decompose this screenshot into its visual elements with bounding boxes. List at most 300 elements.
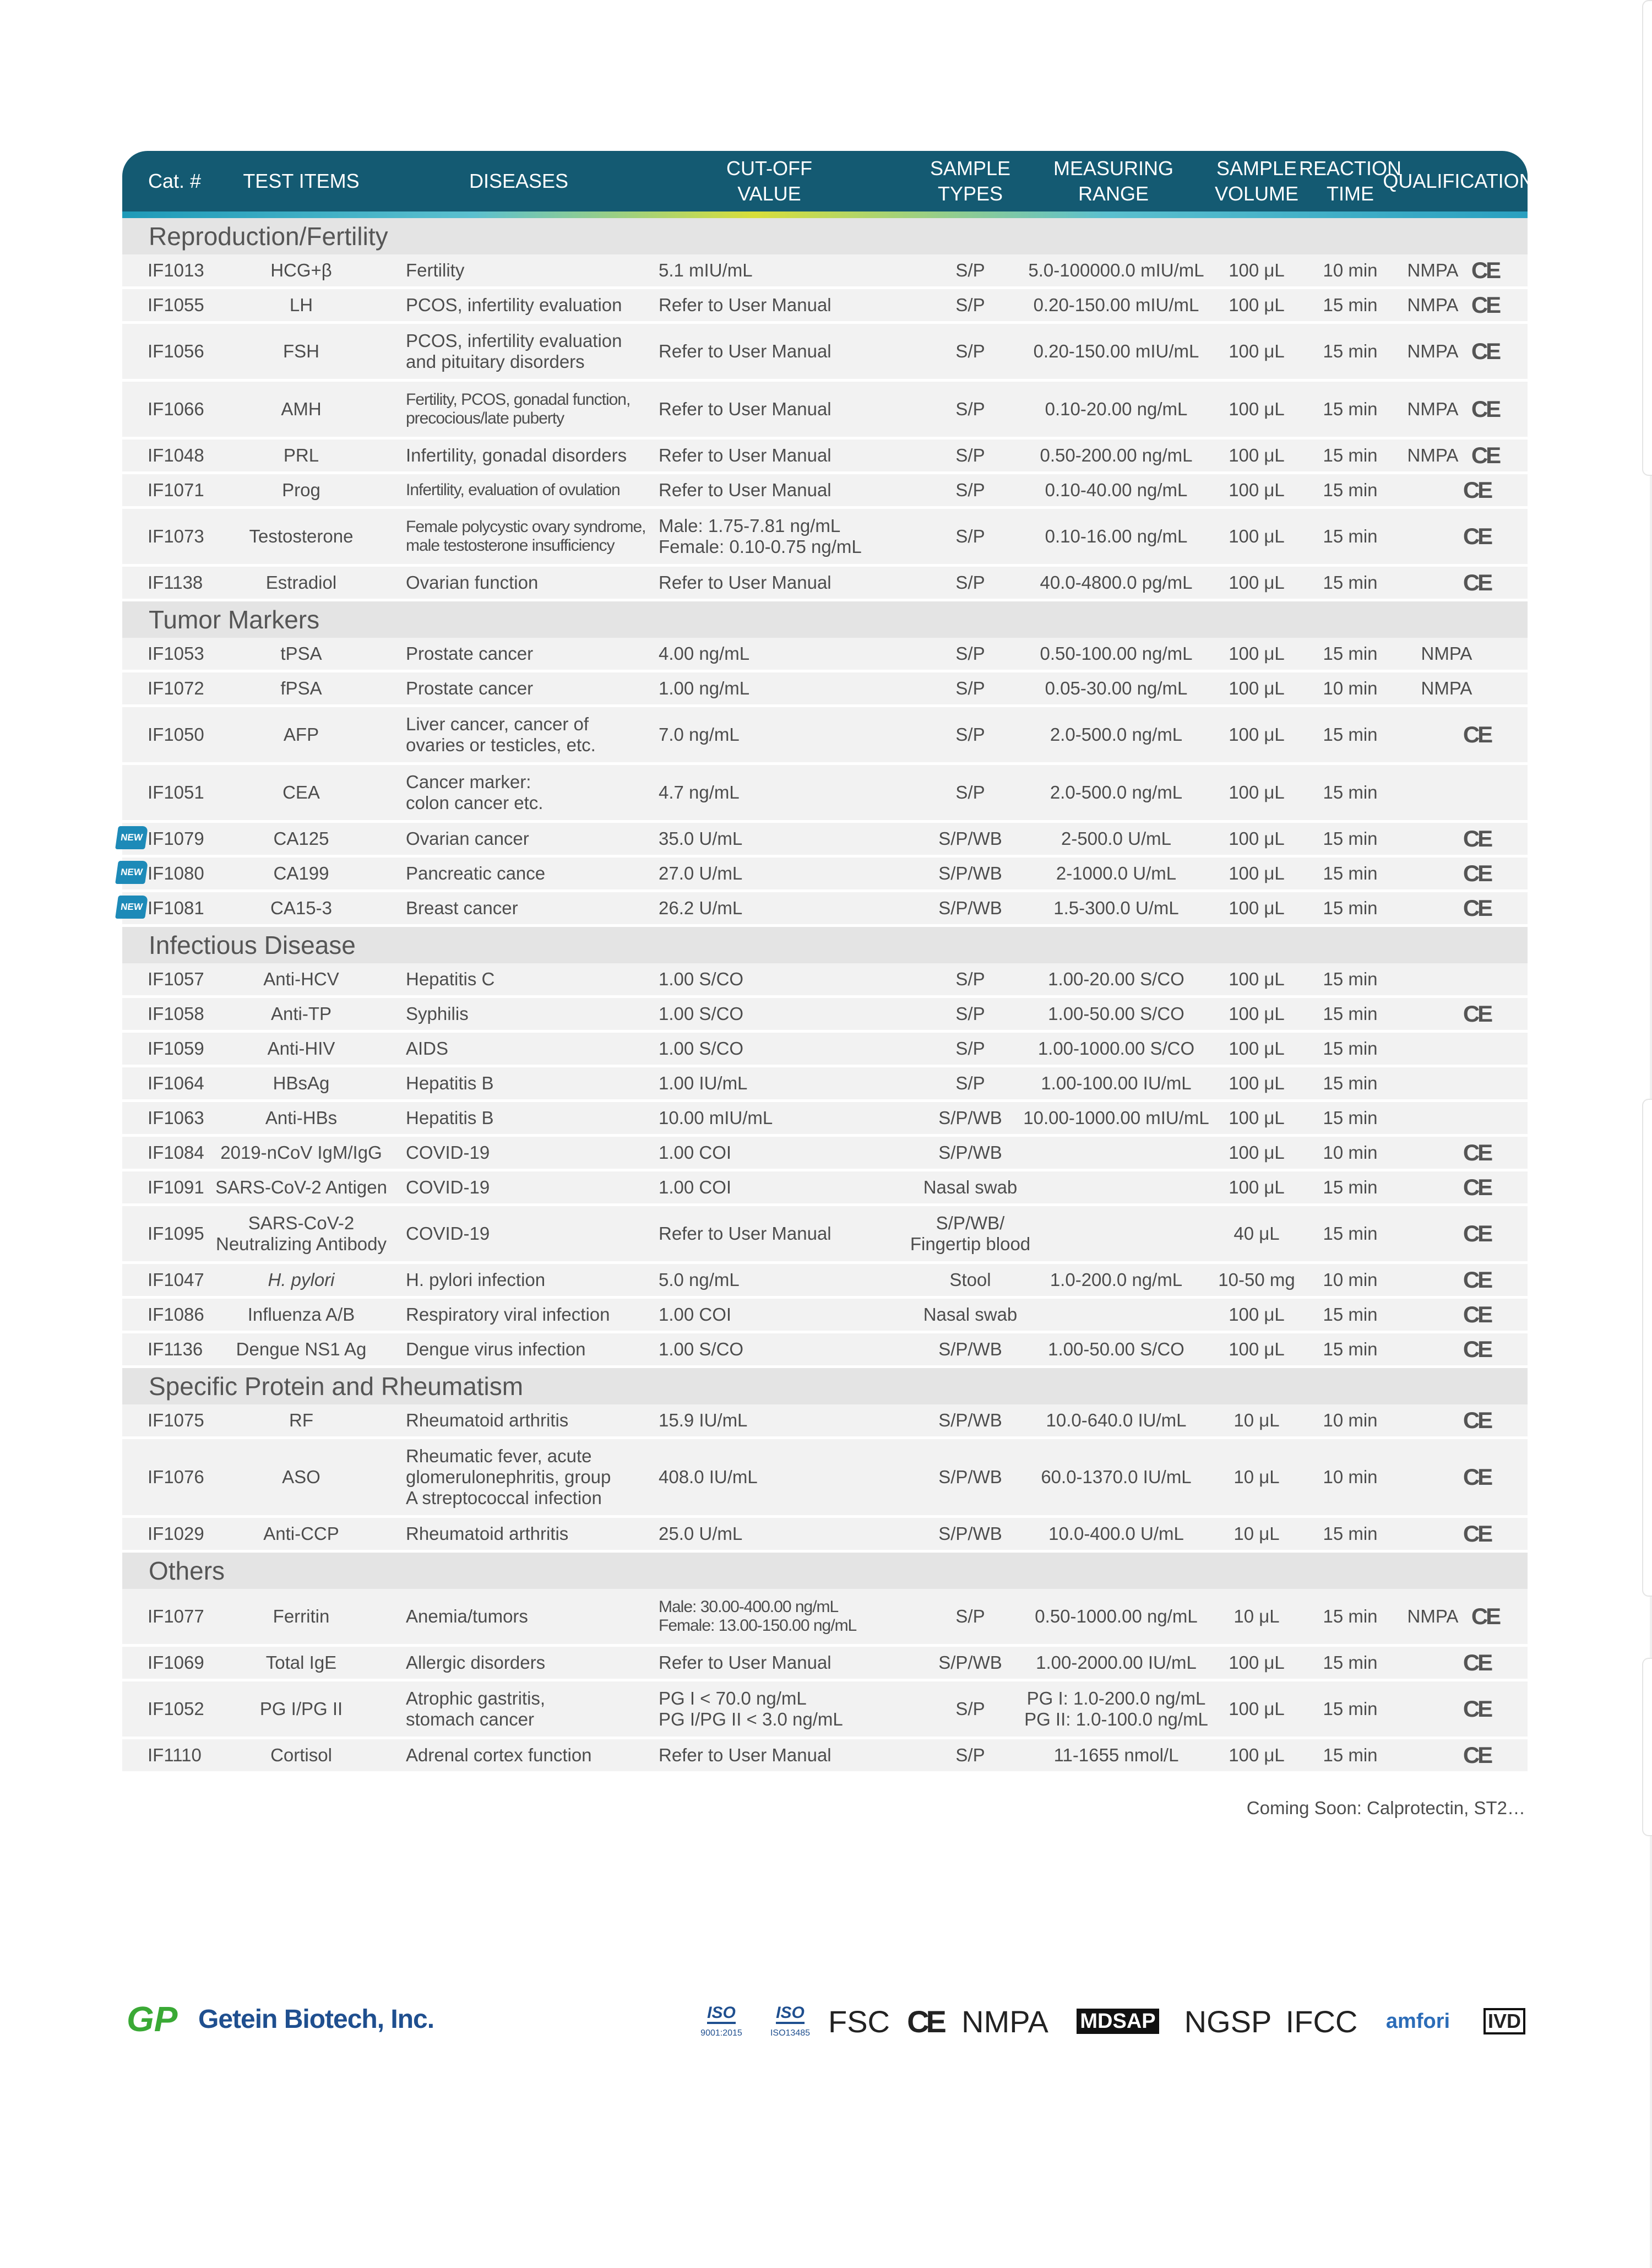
sample-volume: 100 μL	[1229, 260, 1285, 280]
ce-mark-icon: CE	[1471, 338, 1499, 364]
cutoff-value: Refer to User Manual	[659, 480, 832, 500]
cat-number: IF1076	[148, 1467, 204, 1487]
cat-number: IF1072	[148, 678, 204, 698]
measuring-range: 5.0-100000.0 mIU/mL	[1028, 260, 1204, 280]
measuring-range: 2-500.0 U/mL	[1061, 828, 1171, 849]
sample-volume: 100 μL	[1229, 1073, 1285, 1093]
reaction-time: 15 min	[1323, 1108, 1378, 1128]
disease: Hepatitis B	[406, 1108, 494, 1128]
sample-type: S/P	[955, 1699, 985, 1719]
sample-type: S/P/WB	[938, 1108, 1002, 1128]
test-item: PG I/PG II	[259, 1699, 343, 1719]
cutoff-value: Refer to User Manual	[659, 341, 832, 361]
sample-type: S/P	[955, 1073, 985, 1093]
table-row	[122, 1404, 1528, 1439]
cutoff-value: 35.0 U/mL	[659, 828, 743, 849]
disease: Ovarian function	[406, 572, 539, 593]
measuring-range: 1.00-2000.00 IU/mL	[1036, 1652, 1197, 1673]
disease: Hepatitis B	[406, 1073, 494, 1093]
sample-volume: 100 μL	[1229, 1745, 1285, 1765]
reaction-time: 15 min	[1323, 341, 1378, 361]
cat-number: IF1079	[148, 828, 204, 849]
ce-mark-icon: CE	[1463, 1140, 1491, 1165]
sample-volume: 100 μL	[1229, 1652, 1285, 1673]
nmpa-label: NMPA	[1407, 260, 1459, 280]
sample-type: S/P	[955, 295, 985, 315]
cutoff-value: 1.00 COI	[659, 1142, 732, 1163]
measuring-range: 1.00-50.00 S/CO	[1048, 1003, 1184, 1024]
sample-type: S/P/WB	[938, 898, 1002, 918]
section-title: Specific Protein and Rheumatism	[122, 1368, 1528, 1404]
header-measuring-range: MEASURING RANGE	[1053, 157, 1174, 205]
table-row	[122, 289, 1528, 324]
measuring-range	[1009, 1171, 1224, 1203]
cutoff-value: 5.0 ng/mL	[659, 1269, 740, 1290]
sample-type: S/P	[955, 1038, 985, 1059]
test-item: Total IgE	[265, 1652, 337, 1673]
ce-mark-icon: CE	[1463, 1174, 1491, 1200]
test-item: FSH	[283, 341, 319, 361]
reaction-time: 10 min	[1323, 1467, 1378, 1487]
table-row	[119, 892, 1528, 927]
table-row	[122, 1518, 1528, 1553]
test-item: ASO	[282, 1467, 320, 1487]
sample-volume: 100 μL	[1229, 445, 1285, 465]
reaction-time: 15 min	[1323, 445, 1378, 465]
reaction-time: 15 min	[1323, 643, 1378, 664]
reaction-time: 15 min	[1323, 1177, 1378, 1197]
reaction-time: 15 min	[1323, 828, 1378, 849]
sample-volume: 100 μL	[1229, 863, 1285, 883]
cutoff-value: 1.00 S/CO	[659, 1339, 744, 1359]
cat-number: IF1013	[148, 260, 204, 280]
sample-volume: 100 μL	[1229, 1339, 1285, 1359]
header-diseases: DISEASES	[469, 170, 569, 192]
ce-mark-icon: CE	[1463, 1650, 1491, 1675]
nmpa-badge: NMPA	[961, 2004, 1048, 2039]
nmpa-label: NMPA	[1407, 341, 1459, 361]
ce-mark-icon: CE	[1463, 523, 1491, 549]
test-item: AMH	[281, 399, 322, 419]
measuring-range: 1.5-300.0 U/mL	[1053, 898, 1179, 918]
cat-number: IF1029	[148, 1523, 204, 1544]
sample-type: S/P	[955, 1745, 985, 1765]
cutoff-value: 1.00 COI	[659, 1304, 732, 1325]
disease: Allergic disorders	[406, 1652, 546, 1673]
nmpa-label: NMPA	[1421, 643, 1472, 664]
cutoff-value: Refer to User Manual	[659, 1652, 832, 1673]
cutoff-value: 1.00 S/CO	[659, 1003, 744, 1024]
ce-mark-icon: CE	[1471, 257, 1499, 283]
test-item: SARS-CoV-2 Antigen	[215, 1177, 387, 1197]
measuring-range: 0.20-150.00 mIU/mL	[1033, 295, 1199, 315]
test-item: LH	[289, 295, 313, 315]
test-item: Dengue NS1 Ag	[236, 1339, 367, 1359]
measuring-range: 0.50-200.00 ng/mL	[1040, 445, 1193, 465]
sample-type: Nasal swab	[923, 1177, 1018, 1197]
table-header	[122, 151, 1534, 211]
reaction-time: 15 min	[1323, 898, 1378, 918]
sample-volume: 100 μL	[1229, 341, 1285, 361]
reaction-time: 15 min	[1323, 969, 1378, 989]
reaction-time: 15 min	[1323, 782, 1378, 802]
disease: Syphilis	[406, 1003, 469, 1024]
sample-type: S/P	[955, 445, 985, 465]
sample-type: S/P	[955, 572, 985, 593]
cat-number: IF1110	[148, 1745, 202, 1765]
header-qualification: QUALIFICATION	[1383, 170, 1534, 192]
disease: COVID-19	[406, 1142, 490, 1163]
reaction-time: 15 min	[1323, 1223, 1378, 1244]
sample-type: S/P	[955, 480, 985, 500]
disease: Hepatitis C	[406, 969, 495, 989]
reaction-time: 10 min	[1323, 260, 1378, 280]
cat-number: IF1064	[148, 1073, 204, 1093]
sample-volume: 40 μL	[1233, 1223, 1280, 1244]
test-item: Anti-TP	[270, 1003, 332, 1024]
nmpa-label: NMPA	[1407, 1606, 1459, 1626]
measuring-range: 0.05-30.00 ng/mL	[1045, 678, 1188, 698]
measuring-range: 40.0-4800.0 pg/mL	[1040, 572, 1193, 593]
test-item: Estradiol	[265, 572, 337, 593]
cat-number: IF1059	[148, 1038, 204, 1059]
reaction-time: 15 min	[1323, 1699, 1378, 1719]
ce-mark-icon: CE	[1463, 860, 1491, 886]
ce-mark-icon: CE	[1463, 1521, 1491, 1547]
cat-number: IF1075	[148, 1410, 204, 1430]
header-sample-volume: SAMPLE VOLUME	[1214, 157, 1299, 205]
cutoff-value: Refer to User Manual	[659, 295, 832, 315]
ce-mark-icon: CE	[1463, 1001, 1491, 1027]
sample-volume: 10 μL	[1233, 1410, 1280, 1430]
measuring-range: 1.0-200.0 ng/mL	[1050, 1269, 1183, 1290]
cat-number: IF1081	[148, 898, 204, 918]
sample-volume: 10-50 mg	[1218, 1269, 1295, 1290]
sample-type: Nasal swab	[923, 1304, 1018, 1325]
sample-type: S/P/WB	[938, 1410, 1002, 1430]
test-item: Cortisol	[270, 1745, 332, 1765]
cutoff-value: Male: 1.75-7.81 ng/mL Female: 0.10-0.75 ng/mL	[659, 516, 862, 557]
cat-number: IF1095	[148, 1223, 204, 1244]
iso9001-badge: ISO 9001:2015	[700, 2004, 742, 2038]
ce-mark-icon: CE	[1463, 569, 1491, 595]
ce-mark-icon: CE	[1463, 1464, 1491, 1490]
table-row	[122, 440, 1528, 474]
reaction-time: 15 min	[1323, 1038, 1378, 1059]
sample-volume: 100 μL	[1229, 969, 1285, 989]
cutoff-value: 27.0 U/mL	[659, 863, 743, 883]
test-item: PRL	[283, 445, 319, 465]
sample-type: S/P	[955, 1003, 985, 1024]
sample-volume: 10 μL	[1233, 1606, 1280, 1626]
table-row	[119, 858, 1528, 892]
cat-number: IF1071	[148, 480, 204, 500]
test-item: Anti-HCV	[263, 969, 339, 989]
iso-icon: ISO	[776, 2004, 805, 2024]
table-row	[122, 1439, 1528, 1518]
reaction-time: 10 min	[1323, 1269, 1378, 1290]
cutoff-value: 1.00 COI	[659, 1177, 732, 1197]
table-row	[122, 1299, 1528, 1333]
sample-type: S/P	[955, 341, 985, 361]
sample-type: S/P/WB	[938, 828, 1002, 849]
measuring-range: 11-1655 nmol/L	[1053, 1745, 1179, 1765]
disease: Rheumatoid arthritis	[406, 1523, 569, 1544]
disease: Rheumatic fever, acute glomerulonephritis, group A streptococcal infection	[406, 1446, 611, 1508]
reaction-time: 15 min	[1323, 399, 1378, 419]
cutoff-value: 408.0 IU/mL	[659, 1467, 758, 1487]
company-logo	[124, 2000, 434, 2038]
header-cat: Cat. #	[148, 170, 202, 192]
sample-volume: 100 μL	[1229, 724, 1285, 745]
reaction-time: 10 min	[1323, 1410, 1378, 1430]
disease: PCOS, infertility evaluation	[406, 295, 622, 315]
table-row	[122, 382, 1528, 440]
measuring-range	[1009, 1299, 1224, 1331]
disease: Infertility, evaluation of ovulation	[406, 481, 620, 499]
table-row	[122, 1681, 1528, 1739]
sample-type: S/P	[955, 678, 985, 698]
sample-type: S/P/WB	[938, 863, 1002, 883]
sample-volume: 100 μL	[1229, 1699, 1285, 1719]
sample-volume: 100 μL	[1229, 643, 1285, 664]
sample-volume: 100 μL	[1229, 1003, 1285, 1024]
sample-type: S/P	[955, 724, 985, 745]
sample-volume: 100 μL	[1229, 898, 1285, 918]
reaction-time: 15 min	[1323, 1745, 1378, 1765]
disease: Pancreatic cance	[406, 863, 546, 883]
ce-mark-icon: CE	[1463, 1220, 1491, 1246]
sample-type: S/P/WB	[938, 1142, 1002, 1163]
table-row	[122, 1739, 1528, 1774]
cutoff-value: Refer to User Manual	[659, 445, 832, 465]
product-table	[119, 151, 1534, 1774]
ce-mark-icon: CE	[907, 2004, 943, 2039]
measuring-range: 1.00-100.00 IU/mL	[1041, 1073, 1192, 1093]
gp-logo-icon	[124, 2000, 193, 2038]
reaction-time: 15 min	[1323, 1304, 1378, 1325]
ce-mark-icon: CE	[1463, 1267, 1491, 1293]
table-row	[122, 1171, 1528, 1206]
table-row	[122, 1647, 1528, 1681]
new-badge: NEW	[115, 861, 148, 884]
table-row	[122, 1333, 1528, 1368]
disease: Female polycystic ovary syndrome, male testosterone insufficiency	[406, 518, 646, 555]
ce-mark-icon: CE	[1471, 396, 1499, 422]
table-row	[122, 1102, 1528, 1137]
disease: Atrophic gastritis, stomach cancer	[406, 1688, 546, 1729]
disease: Fertility, PCOS, gonadal function, precocious/late puberty	[406, 390, 631, 427]
reaction-time: 15 min	[1323, 1003, 1378, 1024]
cat-number: IF1073	[148, 526, 204, 546]
test-item: tPSA	[280, 643, 322, 664]
table-row	[122, 672, 1528, 707]
measuring-range: 0.10-40.00 ng/mL	[1045, 480, 1188, 500]
reaction-time: 15 min	[1323, 295, 1378, 315]
table-row	[122, 254, 1528, 289]
cutoff-value: 1.00 ng/mL	[659, 678, 750, 698]
disease: Fertility	[406, 260, 465, 280]
cat-number: IF1077	[148, 1606, 204, 1626]
sample-volume: 100 μL	[1229, 399, 1285, 419]
disease: Ovarian cancer	[406, 828, 529, 849]
table-row	[122, 963, 1528, 998]
disease: Respiratory viral infection	[406, 1304, 610, 1325]
new-badge: NEW	[115, 826, 148, 849]
measuring-range: 0.10-16.00 ng/mL	[1045, 526, 1188, 546]
nmpa-label: NMPA	[1421, 678, 1472, 698]
measuring-range: 60.0-1370.0 IU/mL	[1041, 1467, 1192, 1487]
disease: Prostate cancer	[406, 678, 534, 698]
disease: Breast cancer	[406, 898, 518, 918]
sample-type: S/P/WB	[938, 1339, 1002, 1359]
new-badge: NEW	[115, 896, 148, 919]
cat-number: IF1091	[148, 1177, 204, 1197]
sample-volume: 100 μL	[1229, 1038, 1285, 1059]
disease: COVID-19	[406, 1177, 490, 1197]
header-stripe	[122, 211, 1528, 218]
test-item: Ferritin	[273, 1606, 330, 1626]
measuring-range: 10.0-640.0 IU/mL	[1046, 1410, 1187, 1430]
cutoff-value: 1.00 IU/mL	[659, 1073, 748, 1093]
test-item: CA199	[273, 863, 329, 883]
cat-number: IF1086	[148, 1304, 204, 1325]
sample-volume: 100 μL	[1229, 1177, 1285, 1197]
sample-type: S/P	[955, 399, 985, 419]
cutoff-value: 7.0 ng/mL	[659, 724, 740, 745]
sample-type: S/P/WB/ Fingertip blood	[910, 1213, 1031, 1254]
svg-text:GP: GP	[127, 2000, 178, 2038]
test-item: Influenza A/B	[247, 1304, 355, 1325]
ce-mark-icon: CE	[1463, 1742, 1491, 1768]
disease: Rheumatoid arthritis	[406, 1410, 569, 1430]
ce-mark-icon: CE	[1463, 826, 1491, 851]
test-item: CA125	[273, 828, 329, 849]
cat-number: IF1053	[148, 643, 204, 664]
cutoff-value: Refer to User Manual	[659, 1745, 832, 1765]
cat-number: IF1047	[148, 1269, 204, 1290]
cutoff-value: 26.2 U/mL	[659, 898, 743, 918]
measuring-range: 10.00-1000.00 mIU/mL	[1023, 1108, 1209, 1128]
header-cutoff: CUT-OFF VALUE	[726, 157, 812, 205]
reaction-time: 15 min	[1323, 863, 1378, 883]
cutoff-value: 25.0 U/mL	[659, 1523, 743, 1544]
reaction-time: 15 min	[1323, 1652, 1378, 1673]
cat-number: IF1055	[148, 295, 204, 315]
reaction-time: 15 min	[1323, 1073, 1378, 1093]
measuring-range: 10.0-400.0 U/mL	[1048, 1523, 1184, 1544]
disease: COVID-19	[406, 1223, 490, 1244]
sample-type: S/P/WB	[938, 1652, 1002, 1673]
table-row	[122, 1206, 1528, 1264]
sample-volume: 10 μL	[1233, 1523, 1280, 1544]
sample-type: S/P/WB	[938, 1523, 1002, 1544]
sample-type: S/P	[955, 1606, 985, 1626]
disease: Adrenal cortex function	[406, 1745, 592, 1765]
ce-mark-icon: CE	[1471, 292, 1499, 318]
cutoff-value: Male: 30.00-400.00 ng/mL Female: 13.00-150.00 ng/mL	[659, 1598, 857, 1635]
measuring-range: 1.00-1000.00 S/CO	[1037, 1038, 1195, 1059]
ce-mark-icon: CE	[1463, 1696, 1491, 1722]
cat-number: IF1057	[148, 969, 204, 989]
table-row	[122, 1067, 1528, 1102]
disease: Infertility, gonadal disorders	[406, 445, 627, 465]
test-item: Testosterone	[249, 526, 354, 546]
table-row	[122, 474, 1528, 509]
sample-type: S/P	[955, 643, 985, 664]
test-item: fPSA	[280, 678, 322, 698]
measuring-range: 2.0-500.0 ng/mL	[1050, 782, 1183, 802]
edge-tab	[1642, 0, 1652, 476]
sample-type: S/P	[955, 260, 985, 280]
mdsap-badge: MDSAP	[1068, 1994, 1167, 2049]
measuring-range: 0.50-100.00 ng/mL	[1040, 643, 1193, 664]
ce-mark-icon: CE	[1471, 442, 1499, 468]
section-title: Others	[122, 1553, 1528, 1589]
table-row	[122, 1033, 1528, 1067]
cutoff-value: 4.00 ng/mL	[659, 643, 750, 664]
table-row	[122, 567, 1528, 601]
nmpa-label: NMPA	[1407, 445, 1459, 465]
sample-volume: 100 μL	[1229, 480, 1285, 500]
reaction-time: 10 min	[1323, 1142, 1378, 1163]
test-item: Prog	[282, 480, 320, 500]
disease: Prostate cancer	[406, 643, 534, 664]
amfori-badge: amfori	[1385, 2009, 1450, 2033]
measuring-range: 0.20-150.00 mIU/mL	[1033, 341, 1199, 361]
nmpa-label: NMPA	[1407, 399, 1459, 419]
cat-number: IF1058	[148, 1003, 204, 1024]
coming-soon-note: Coming Soon: Calprotectin, ST2…	[1246, 1798, 1525, 1818]
test-item: 2019-nCoV IgM/IgG	[220, 1142, 382, 1163]
cat-number: IF1138	[148, 572, 203, 593]
test-item: CEA	[282, 782, 320, 802]
test-item: CA15-3	[270, 898, 332, 918]
reaction-time: 15 min	[1323, 526, 1378, 546]
section-title: Infectious Disease	[122, 927, 1528, 963]
measuring-range	[1009, 1137, 1224, 1169]
sample-volume: 100 μL	[1229, 572, 1285, 593]
table-row	[122, 707, 1528, 765]
measuring-range: 2-1000.0 U/mL	[1056, 863, 1177, 883]
table-row	[119, 823, 1528, 858]
cat-number: IF1069	[148, 1652, 204, 1673]
ivd-badge: IVD	[1481, 1994, 1528, 2049]
cat-number: IF1084	[148, 1142, 204, 1163]
reaction-time: 10 min	[1323, 678, 1378, 698]
section-title: Reproduction/Fertility	[122, 218, 1528, 254]
disease: Cancer marker: colon cancer etc.	[406, 772, 544, 813]
nmpa-label: NMPA	[1407, 295, 1459, 315]
cat-number: IF1056	[148, 341, 204, 361]
iso13485-badge: ISO ISO13485	[770, 2004, 811, 2038]
reaction-time: 15 min	[1323, 724, 1378, 745]
test-item: RF	[289, 1410, 313, 1430]
disease: Liver cancer, cancer of ovaries or testicles, etc.	[406, 714, 596, 755]
ce-mark-icon: CE	[1463, 721, 1491, 747]
test-item: Anti-HIV	[267, 1038, 335, 1059]
cutoff-value: 4.7 ng/mL	[659, 782, 740, 802]
edge-tab	[1642, 1658, 1652, 1836]
sample-type: S/P/WB	[938, 1467, 1002, 1487]
disease: Dengue virus infection	[406, 1339, 586, 1359]
fsc-badge: FSC	[828, 2004, 890, 2039]
test-item: SARS-CoV-2 Neutralizing Antibody	[215, 1213, 387, 1254]
table-body	[119, 218, 1528, 1774]
sample-volume: 100 μL	[1229, 1142, 1285, 1163]
ce-mark-icon: CE	[1463, 477, 1491, 503]
cutoff-value: 10.00 mIU/mL	[659, 1108, 773, 1128]
